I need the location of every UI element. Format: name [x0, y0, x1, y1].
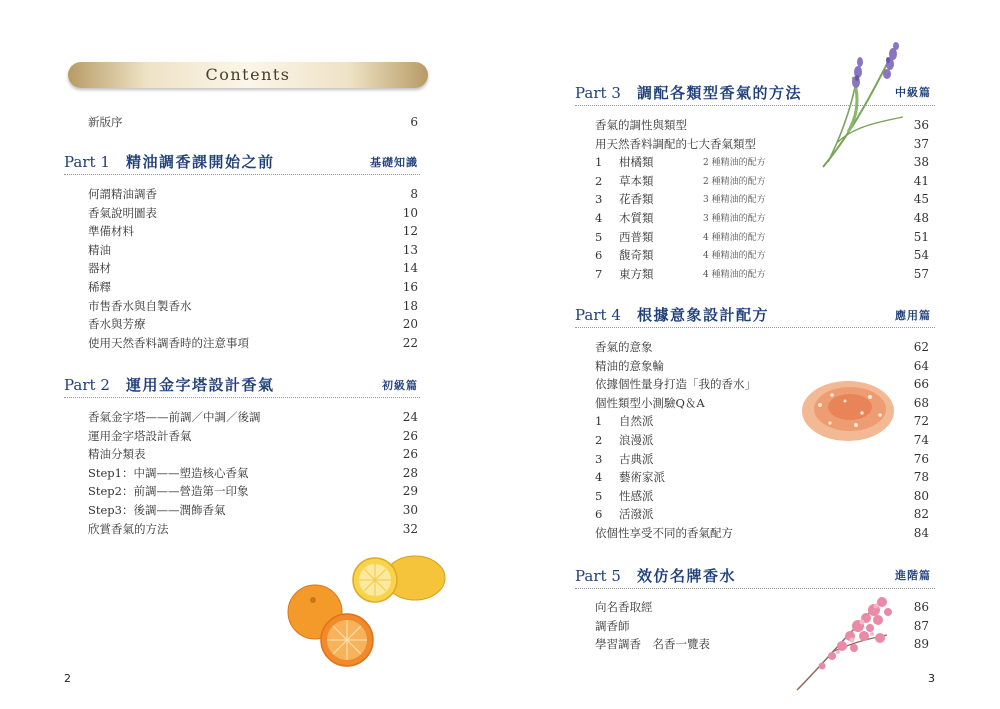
toc-label: 用天然香料調配的七大香氣類型: [595, 136, 756, 151]
toc-subnote: 2 種精油的配方: [703, 158, 766, 169]
contents-banner: [68, 62, 428, 88]
toc-label: 器材: [88, 261, 111, 276]
toc-label: 香氣金字塔——前調／中調／後調: [88, 410, 261, 424]
toc-label: 東方類: [619, 266, 654, 281]
toc-entry: [88, 446, 418, 462]
toc-label-group: [595, 413, 654, 429]
toc-label-group: [88, 521, 169, 537]
toc-entry: [595, 488, 929, 504]
toc-page: 13: [402, 242, 418, 257]
toc-page: 10: [402, 205, 418, 220]
toc-page: 54: [913, 248, 929, 263]
toc-page: 64: [913, 358, 929, 373]
toc-page: 29: [402, 484, 418, 499]
toc-page: 62: [913, 340, 929, 354]
toc-label: 精油: [88, 242, 111, 257]
toc-label: 草本類: [619, 173, 654, 188]
toc-entry: [88, 298, 418, 314]
toc-entry: [88, 223, 418, 239]
toc-label-group: [88, 465, 248, 481]
toc-label-group: [88, 260, 111, 276]
toc-index: 6: [595, 507, 603, 522]
toc-subnote: 4 種精油的配方: [703, 251, 766, 262]
toc-page: 28: [402, 465, 418, 480]
toc-page: 87: [913, 618, 929, 633]
toc-label-group: [88, 502, 225, 518]
toc-label-group: [595, 376, 756, 392]
toc-label-group: [595, 266, 654, 282]
toc-label: 性感派: [619, 488, 654, 503]
toc-label: 藝術家派: [619, 470, 665, 485]
toc-page: 30: [402, 503, 418, 517]
toc-label: 稀釋: [88, 280, 111, 294]
toc-label-group: [595, 488, 654, 504]
toc-label: 馥奇類: [619, 248, 654, 263]
toc-entry: [595, 525, 929, 541]
toc-index: 2: [595, 173, 603, 188]
toc-page: 41: [913, 173, 929, 188]
toc-index: 5: [595, 488, 603, 503]
part-3-heading: [575, 82, 802, 103]
toc-label: 自然派: [619, 414, 654, 429]
toc-page: 57: [913, 266, 929, 281]
toc-label-group: [595, 525, 733, 541]
toc-entry: [88, 428, 418, 444]
toc-label: 香氣的調性與類型: [595, 118, 687, 132]
toc-label-group: [88, 428, 192, 444]
toc-label-group: [595, 191, 654, 207]
toc-page: 66: [913, 377, 929, 392]
toc-entry: [595, 191, 929, 207]
toc-label: 調香師: [595, 618, 630, 633]
toc-page: 80: [913, 488, 929, 503]
toc-index: 6: [595, 248, 603, 263]
toc-label: Step2：前調——營造第一印象: [88, 484, 249, 499]
toc-entry: [595, 247, 929, 263]
toc-entry: [88, 186, 418, 202]
lavender-illustration: [818, 42, 918, 172]
part-number: Part 1: [64, 153, 110, 171]
toc-label-group: [595, 432, 654, 448]
toc-page: 22: [402, 335, 418, 350]
toc-page: 82: [913, 507, 929, 522]
toc-entry: [88, 242, 418, 258]
toc-label-group: [595, 339, 653, 355]
toc-index: 1: [595, 414, 603, 429]
dotted-divider: [575, 588, 935, 589]
toc-page: 12: [402, 224, 418, 239]
toc-label: 精油的意象輪: [595, 358, 664, 373]
toc-label-group: [595, 136, 756, 152]
toc-label: 準備材料: [88, 224, 134, 239]
toc-entry: [595, 229, 929, 245]
part-1-level: 基礎知識: [370, 156, 418, 169]
toc-label-group: [88, 409, 261, 425]
toc-label-group: [88, 483, 248, 499]
toc-label: 向名香取經: [595, 600, 653, 614]
toc-subnote: 4 種精油的配方: [703, 269, 766, 280]
toc-index: 2: [595, 433, 603, 447]
toc-page: 20: [402, 317, 418, 332]
part-4-level: 應用篇: [895, 309, 931, 322]
dotted-divider: [64, 397, 420, 398]
toc-page: 76: [913, 451, 929, 466]
toc-subnote: 4 種精油的配方: [703, 232, 766, 243]
toc-entry: [88, 205, 418, 221]
toc-label: 西普類: [619, 229, 654, 244]
toc-label-group: [88, 298, 192, 314]
toc-entry: [595, 266, 929, 282]
toc-page: 36: [913, 118, 929, 132]
toc-page: 26: [402, 428, 418, 443]
toc-page: 8: [410, 187, 418, 201]
toc-index: 1: [595, 155, 603, 170]
toc-label-group: [595, 618, 630, 634]
toc-label-group: [595, 173, 654, 189]
toc-label: 個性類型小測驗Q＆A: [595, 395, 705, 410]
part-number: Part 4: [575, 306, 621, 324]
toc-page: 24: [402, 410, 418, 424]
toc-page: 18: [402, 298, 418, 313]
toc-label: 柑橘類: [619, 155, 654, 170]
toc-label-group: [595, 506, 654, 522]
toc-page: 86: [913, 600, 929, 614]
toc-label-group: [595, 358, 664, 374]
toc-page: 16: [402, 280, 418, 294]
toc-label-group: [88, 223, 134, 239]
toc-label: 花香類: [619, 192, 654, 207]
citrus-illustration: [285, 550, 445, 680]
toc-label: 依個性享受不同的香氣配方: [595, 526, 733, 540]
toc-label: 精油分類表: [88, 447, 146, 462]
part-title: 精油調香課開始之前: [126, 153, 275, 171]
toc-index: 4: [595, 211, 603, 225]
part-4-heading: [575, 304, 769, 325]
toc-entry: [88, 260, 418, 276]
toc-subnote: 3 種精油的配方: [703, 195, 766, 206]
toc-label: 香水與芳療: [88, 317, 146, 332]
toc-page: 14: [402, 261, 418, 276]
toc-label: 香氣說明圖表: [88, 205, 157, 220]
toc-label-group: [88, 186, 157, 202]
toc-label-group: [595, 247, 654, 263]
toc-page: 37: [913, 136, 929, 151]
toc-label: 運用金字塔設計香氣: [88, 428, 192, 443]
toc-label: 古典派: [619, 451, 654, 466]
toc-index: 3: [595, 451, 603, 466]
part-5-level: 進階篇: [895, 569, 931, 582]
toc-label: 市售香水與自製香水: [88, 298, 192, 313]
part-number: Part 3: [575, 84, 621, 102]
toc-page: 84: [913, 526, 929, 540]
toc-entry: [595, 506, 929, 522]
toc-label-group: [595, 229, 654, 245]
spice-pile-illustration: [800, 375, 900, 445]
toc-label-group: [88, 279, 111, 295]
toc-label-group: [88, 446, 146, 462]
page-number-left: 2: [64, 672, 71, 685]
toc-label-group: [595, 117, 687, 133]
dotted-divider: [575, 327, 935, 328]
toc-label: 欣賞香氣的方法: [88, 521, 169, 536]
toc-entry: [88, 465, 418, 481]
part-title: 調配各類型香氣的方法: [637, 84, 803, 102]
toc-label: 依據個性量身打造「我的香水」: [595, 377, 756, 392]
toc-page: 72: [913, 414, 929, 429]
dotted-divider: [64, 174, 420, 175]
toc-entry: [88, 316, 418, 332]
part-3-level: 中級篇: [895, 86, 931, 99]
toc-entry: [88, 279, 418, 295]
toc-label-group: [595, 636, 710, 652]
toc-page: 48: [913, 211, 929, 225]
toc-label: 新版序: [88, 115, 123, 129]
toc-subnote: 2 種精油的配方: [703, 176, 766, 187]
toc-page: 32: [402, 521, 418, 536]
pink-blossom-illustration: [792, 590, 902, 695]
part-number: Part 5: [575, 567, 621, 585]
toc-index: 3: [595, 192, 603, 207]
right-page: [500, 0, 1000, 709]
toc-page: 74: [913, 433, 929, 447]
toc-page: 68: [913, 395, 929, 410]
part-number: Part 2: [64, 376, 110, 394]
toc-entry: [595, 358, 929, 374]
toc-label: 使用天然香料調香時的注意事項: [88, 335, 249, 350]
part-title: 運用金字塔設計香氣: [126, 376, 275, 394]
toc-label-group: [88, 242, 111, 258]
toc-page: 38: [913, 155, 929, 170]
toc-label: Step3：後調——潤飾香氣: [88, 503, 226, 517]
toc-label-group: [88, 335, 249, 351]
toc-entry: [595, 339, 929, 355]
toc-entry: [88, 335, 418, 351]
page-number-right: 3: [928, 672, 935, 685]
toc-entry: [595, 210, 929, 226]
toc-label: 何謂精油調香: [88, 187, 157, 201]
toc-label: 活潑派: [619, 507, 654, 522]
toc-label: 香氣的意象: [595, 340, 653, 354]
toc-entry: [595, 451, 929, 467]
toc-label: 學習調香 名香一覽表: [595, 637, 710, 652]
toc-label-group: [595, 599, 653, 615]
toc-label-group: [595, 154, 654, 170]
toc-label: 木質類: [619, 211, 654, 225]
contents-title: Contents: [205, 65, 291, 84]
toc-label: 浪漫派: [619, 433, 654, 447]
toc-subnote: 3 種精油的配方: [703, 214, 766, 224]
toc-page: 45: [913, 192, 929, 207]
toc-page: 6: [410, 115, 418, 129]
toc-entry: [88, 483, 418, 499]
toc-label-group: [88, 316, 146, 332]
toc-label-group: [88, 205, 157, 221]
toc-entry: [88, 502, 418, 518]
toc-page: 89: [913, 637, 929, 652]
toc-index: 7: [595, 266, 603, 281]
toc-page: 78: [913, 470, 929, 485]
toc-index: 4: [595, 470, 603, 485]
toc-entry: [595, 173, 929, 189]
toc-label: Step1：中調——塑造核心香氣: [88, 465, 249, 480]
toc-page: 26: [402, 447, 418, 462]
toc-label-group: [595, 395, 705, 411]
toc-entry: [88, 521, 418, 537]
part-5-heading: [575, 565, 736, 586]
toc-entry-preface: [88, 114, 418, 130]
part-1-heading: [64, 151, 275, 172]
part-2-level: 初級篇: [382, 379, 418, 392]
part-title: 根據意象設計配方: [637, 306, 770, 324]
toc-label-group: [595, 451, 654, 467]
toc-label-group: [595, 469, 665, 485]
toc-page: 51: [913, 229, 929, 244]
part-2-heading: [64, 374, 275, 395]
toc-entry: [595, 469, 929, 485]
toc-index: 5: [595, 229, 603, 244]
toc-entry: [88, 409, 418, 425]
part-title: 效仿名牌香水: [637, 567, 737, 585]
toc-label-group: [595, 210, 654, 226]
